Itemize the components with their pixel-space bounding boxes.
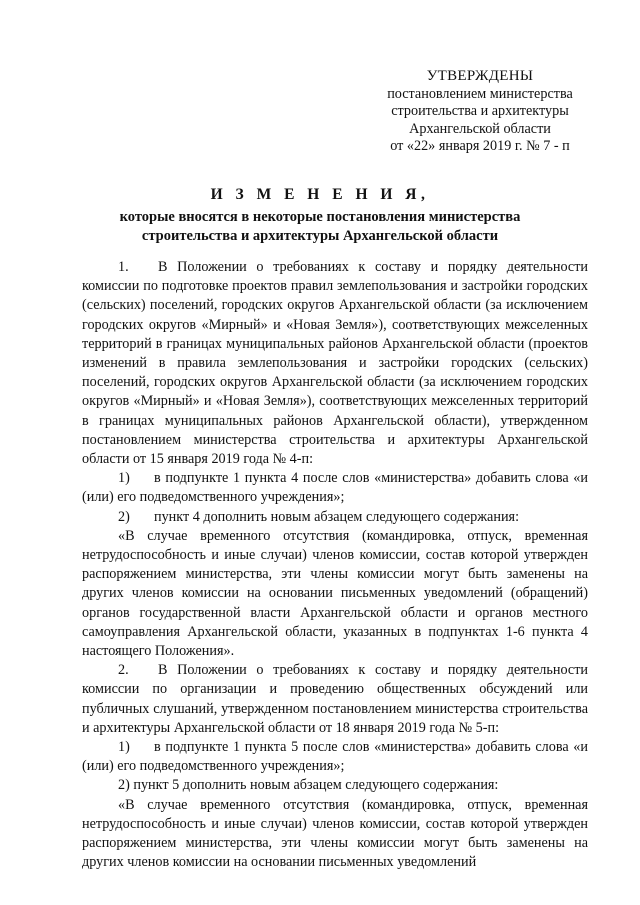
subitem-number: 1) [118, 739, 130, 756]
subitem-text: пункт 4 дополнить новым абзацем следующего содержания: [154, 508, 520, 525]
approval-date: от «22» января 2019 г. № 7 - п [390, 138, 570, 154]
approval-line: строительства и архитектуры [391, 103, 569, 119]
subitem-number: 2) [118, 508, 130, 525]
subitem-2-2: 2) пункт 5 дополнить новым абзацем следующего содержания: [118, 777, 499, 794]
quote-1: «В случае временного отсутствия (командировка, отпуск, временная нетрудоспособность и иные случаи) членов комиссии, состав которой утвержден распоряжением министерства, эти члены комиссии могут быть заменены на других членов комиссии на основании письменных уведомлений (обращений) органов государственной власти Архангельской области и органов местного самоуправления Архангельской области, указанных в подпунктах 1-6 пункта 4 настоящего Положения». [82, 527, 588, 660]
document-title: И З М Е Н Е Н И Я, [210, 186, 430, 203]
document-subtitle [60, 208, 580, 246]
subitem-2-1 [82, 738, 588, 776]
quote-2: «В случае временного отсутствия (командировка, отпуск, временная нетрудоспособность и иные случаи) членов комиссии, состав которой утвержден распоряжением министерства, эти члены комиссии могут быть заменены на других членов комиссии на основании письменных уведомлений [82, 796, 588, 871]
subitem-1-2 [82, 508, 588, 527]
document-body [82, 258, 588, 873]
paragraph-text: В Положении о требованиях к составу и порядку деятельности комиссии по подготовке проектов правил землепользования и застройки городских (сельских) поселений, городских округов Архангельской области (за исключением городских округов «Мирный» и «Новая Земля»), соответствующих межселенных территорий в границах муниципальных районов Архангельской области (проектов изменений в правила землепользования и застройки городских (сельских) поселений, городских округов Архангельской области (за исключением городских округов «Мирный» и «Новая Земля»), соответствующих межселенных территорий в границах муниципальных районов Архангельской области), утвержденном постановлением министерства строительства и архитектуры Архангельской области от 15 января 2019 года № 4-п: [82, 259, 588, 468]
approval-line: постановлением министерства [387, 85, 573, 102]
paragraph-number: 1. [118, 259, 129, 275]
subitem-text: в подпункте 1 пункта 5 после слов «министерства» добавить слова «и (или) его подведомственного учреждения»; [82, 739, 588, 775]
paragraph-1 [82, 258, 588, 469]
subitem-number: 1) [118, 470, 130, 487]
subitem-1-1 [82, 469, 588, 507]
approval-line: Архангельской области [409, 120, 551, 137]
paragraph-number: 2. [118, 662, 129, 679]
subtitle-line: которые вносятся в некоторые постановления министерства [119, 209, 521, 225]
paragraph-2 [82, 661, 588, 738]
approval-stamp [340, 68, 620, 156]
subtitle-line: строительства и архитектуры Архангельской области [141, 228, 499, 244]
approval-heading: УТВЕРЖДЕНЫ [426, 68, 534, 84]
paragraph-text: В Положении о требованиях к составу и порядку деятельности комиссии по организации и проведению общественных обсуждений или публичных слушаний, утвержденном постановлением министерства строительства и архитектуры Архангельской области от 18 января 2019 года № 5-п: [82, 662, 588, 736]
subitem-text: в подпункте 1 пункта 4 после слов «министерства» добавить слова «и (или) его подведомственного учреждения»; [82, 470, 588, 506]
